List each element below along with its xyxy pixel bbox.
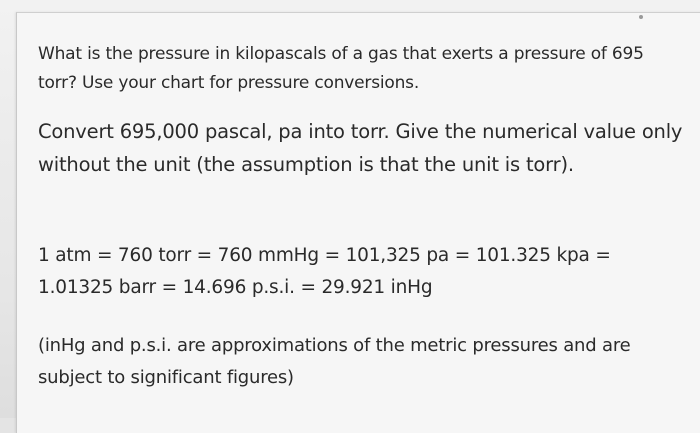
conversion-line-1: 1 atm = 760 torr = 760 mmHg = 101,325 pa = 101.325 kpa = <box>38 245 611 266</box>
question-text: What is the pressure in kilopascals of a gas that exerts a pressure of 695 torr? Use your chart for pressure conversions. <box>38 44 644 93</box>
conversion-chart <box>38 240 688 304</box>
instruction-text: Convert 695,000 pascal, pa into torr. Give the numerical value only without the unit (the assumption is that the unit is torr). <box>38 120 683 176</box>
conversion-line-2: 1.01325 barr = 14.696 p.s.i. = 29.921 inHg <box>38 277 433 298</box>
note-text: (inHg and p.s.i. are approximations of the metric pressures and are subject to significant figures) <box>38 335 631 388</box>
corner-dot <box>639 15 643 19</box>
